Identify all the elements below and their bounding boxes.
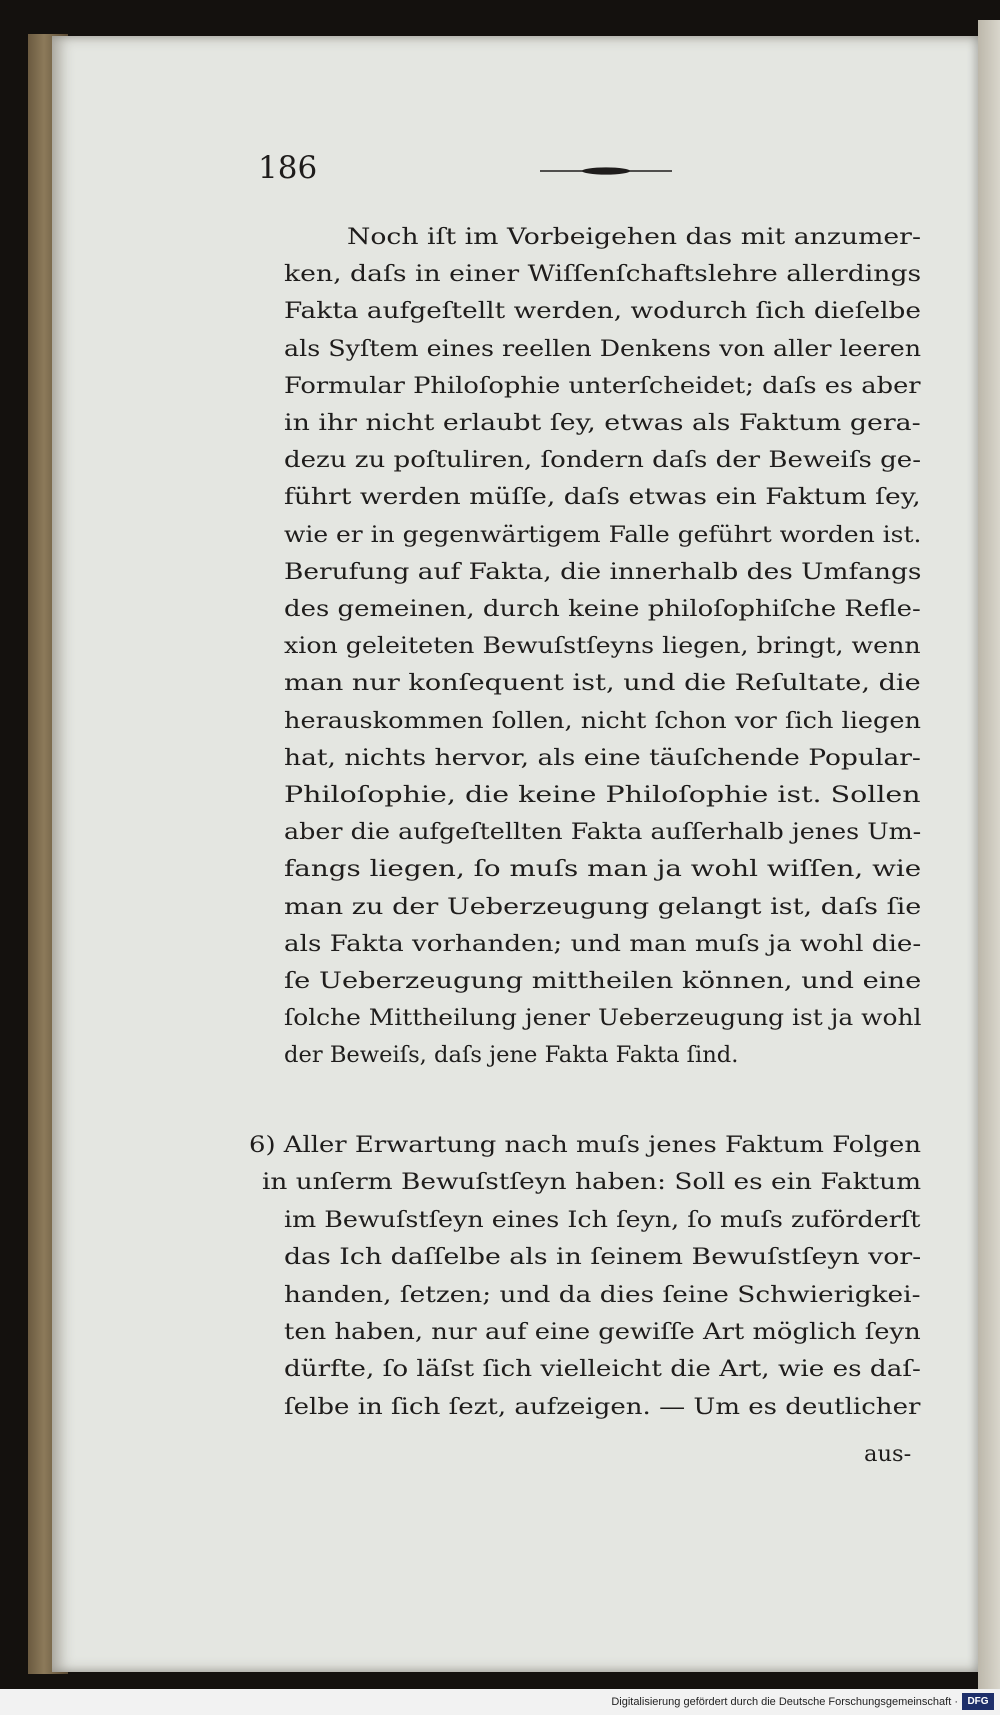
- text-line: in unſerm Bewuſstſeyn haben: Soll es ein Faktum: [262, 1169, 922, 1196]
- text-line: ſolche Mittheilung jener Ueberzeugung ist ja wohl: [284, 1005, 922, 1032]
- text-line: dürfte, ſo läſst ſich vielleicht die Art, wie es daſ-: [284, 1356, 921, 1383]
- footer-credit: Digitalisierung gefördert durch die Deutsche Forschungsgemeinschaft ·: [611, 1696, 958, 1708]
- text-line: fangs liegen, ſo muſs man ja wohl wiſſen, wie: [284, 856, 922, 883]
- text-line: 6) Aller Erwartung nach muſs jenes Faktum Folgen: [249, 1132, 922, 1158]
- text-line: man zu der Ueberzeugung gelangt ist, daſs ſie: [284, 893, 922, 920]
- text-line: herauskommen ſollen, nicht ſchon vor ſich liegen: [284, 707, 921, 734]
- text-line: wie er in gegenwärtigem Falle geführt worden ist.: [284, 521, 922, 548]
- text-line: der Beweiſs, daſs jene Fakta Fakta ſind.: [284, 1042, 739, 1069]
- text-line: xion geleiteten Bewuſstſeyns liegen, bringt, wenn: [284, 633, 921, 660]
- text-line: als Fakta vorhanden; und man muſs ja wohl die-: [284, 930, 922, 957]
- text-line: ſelbe in ſich ſezt, aufzeigen. — Um es deutlicher: [284, 1393, 921, 1420]
- text-line: in ihr nicht erlaubt ſey, etwas als Faktum gera-: [284, 410, 921, 436]
- text-line: das Ich daſſelbe als in ſeinem Bewuſstſeyn vor-: [284, 1244, 922, 1271]
- text-line: Berufung auf Fakta, die innerhalb des Umfangs: [284, 558, 922, 585]
- text-line: handen, ſetzen; und da dies ſeine Schwierigkei-: [284, 1281, 921, 1308]
- text-line: man nur konſequent ist, und die Reſultate, die: [284, 670, 921, 697]
- text-line: Philoſophie, die keine Philoſophie ist. Sollen: [284, 782, 921, 808]
- text-line: im Bewuſstſeyn eines Ich ſeyn, ſo muſs zuförderſt: [284, 1206, 921, 1233]
- text-line: des gemeinen, durch keine philoſophiſche Refle-: [284, 596, 921, 622]
- text-line: aber die aufgeſtellten Fakta auſſerhalb jenes Um-: [284, 819, 922, 846]
- footer-bar: [0, 1689, 1000, 1715]
- text-line: ten haben, nur auf eine gewiſſe Art möglich ſeyn: [284, 1319, 921, 1345]
- text-line: Fakta aufgeſtellt werden, wodurch ſich dieſelbe: [284, 298, 922, 325]
- text-line: hat, nichts hervor, als eine täuſchende Popular-: [284, 744, 921, 771]
- text-line: ken, daſs in einer Wiſſenſchaftslehre allerdings: [284, 261, 922, 288]
- text-line: Noch iſt im Vorbeigehen das mit anzumer-: [347, 224, 921, 250]
- text-line: Formular Philoſophie unterſcheidet; daſs es aber: [284, 372, 921, 399]
- text-line: führt werden müſſe, daſs etwas ein Faktum ſey,: [284, 484, 921, 511]
- text-line: dezu zu poſtuliren, ſondern daſs der Beweiſs ge-: [284, 447, 921, 474]
- page-number: 186: [258, 150, 318, 186]
- text-line: als Syſtem eines reellen Denkens von aller leeren: [284, 335, 922, 362]
- text-line: ſe Ueberzeugung mittheilen können, und eine: [284, 968, 922, 994]
- catchword: aus-: [864, 1441, 912, 1467]
- dfg-logo: DFG: [962, 1693, 994, 1710]
